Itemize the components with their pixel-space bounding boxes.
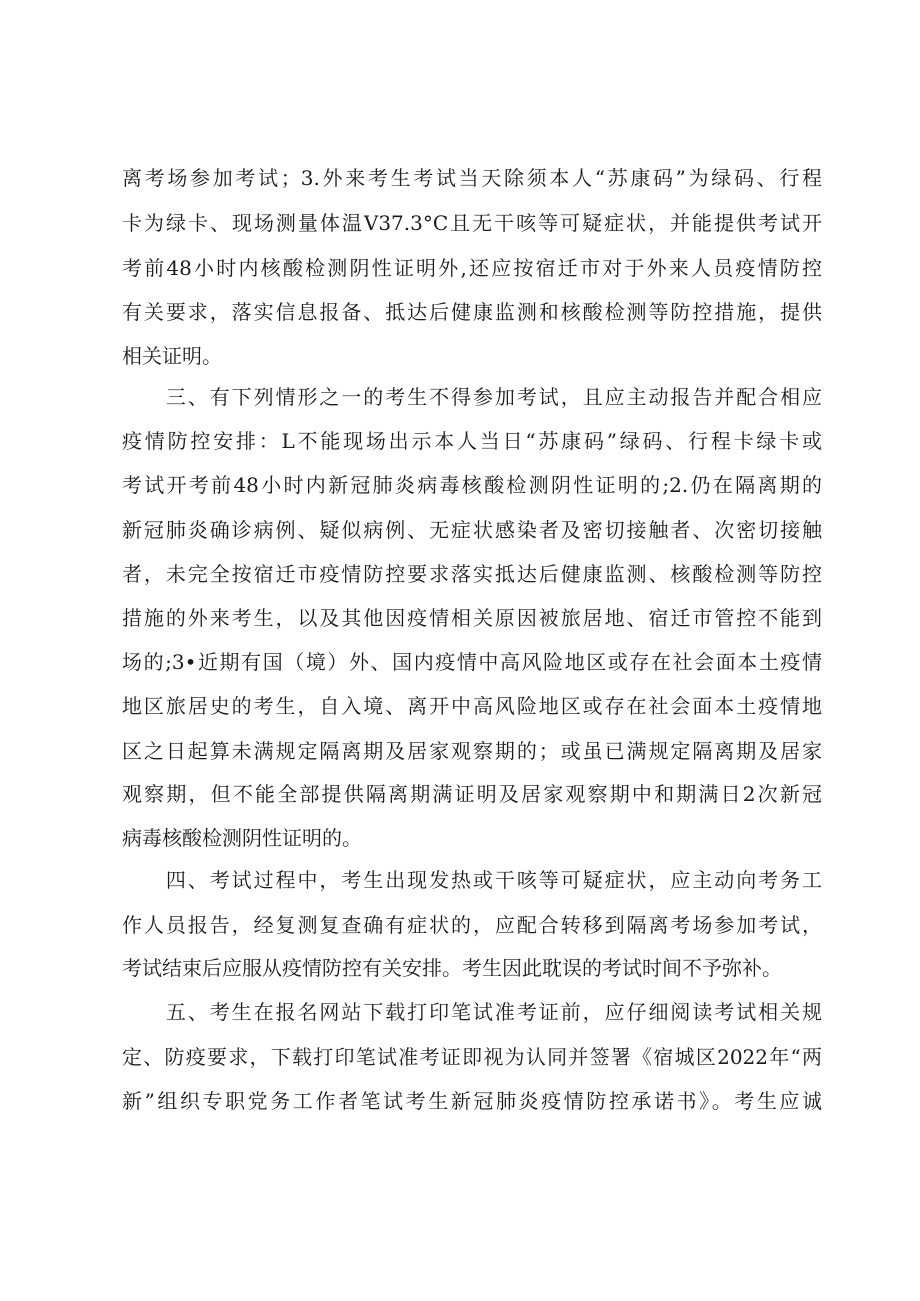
text-line: 地区旅居史的考生，自入境、离开中高风险地区或存在社会面本土疫情地	[122, 694, 822, 718]
text-line: 疫情防控安排：L不能现场出示本人当日“苏康码”绿码、行程卡绿卡或	[122, 429, 822, 453]
text-line: 场的;3•近期有国（境）外、国内疫情中高风险地区或存在社会面本土疫情	[122, 650, 822, 674]
text-line: 考试结束后应服从疫情防控有关安排。考生因此耽误的考试时间不予弥补。	[122, 956, 782, 980]
text-line: 区之日起算未满规定隔离期及居家观察期的；或虽已满规定隔离期及居家	[122, 739, 822, 763]
text-line: 有关要求，落实信息报备、抵达后健康监测和核酸检测等防控措施，提供	[122, 300, 822, 324]
text-line: 五、考生在报名网站下载打印笔试准考证前，应仔细阅读考试相关规	[122, 1000, 822, 1024]
text-line: 观察期，但不能全部提供隔离期满证明及居家观察期中和期满日2次新冠	[122, 782, 822, 806]
text-line: 离考场参加考试；3.外来考生考试当天除须本人“苏康码”为绿码、行程	[122, 166, 822, 190]
text-line: 措施的外来考生，以及其他因疫情相关原因被旅居地、宿迁市管控不能到	[122, 606, 822, 630]
text-line: 相关证明。	[122, 344, 222, 368]
text-line: 定、防疫要求，下载打印笔试准考证即视为认同并签署《宿城区2022年“两	[122, 1045, 822, 1069]
text-line: 四、考试过程中，考生出现发热或干咳等可疑症状，应主动向考务工	[122, 868, 822, 892]
text-line: 病毒核酸检测阴性证明的。	[122, 826, 362, 850]
text-line: 考试开考前48小时内新冠肺炎病毒核酸检测阴性证明的;2.仍在隔离期的	[122, 473, 822, 497]
text-line: 三、有下列情形之一的考生不得参加考试，且应主动报告并配合相应	[122, 385, 822, 409]
text-line: 考前48小时内核酸检测阴性证明外,还应按宿迁市对于外来人员疫情防控	[122, 256, 822, 280]
text-line: 作人员报告，经复测复查确有症状的，应配合转移到隔离考场参加考试，	[122, 913, 822, 937]
text-line: 卡为绿卡、现场测量体温V37.3°C且无干咳等可疑症状，并能提供考试开	[122, 211, 822, 235]
text-line: 新冠肺炎确诊病例、疑似病例、无症状感染者及密切接触者、次密切接触	[122, 518, 822, 542]
text-line: 新”组织专职党务工作者笔试考生新冠肺炎疫情防控承诺书》。考生应诚	[122, 1089, 822, 1113]
text-line: 者，未完全按宿迁市疫情防控要求落实抵达后健康监测、核酸检测等防控	[122, 562, 822, 586]
